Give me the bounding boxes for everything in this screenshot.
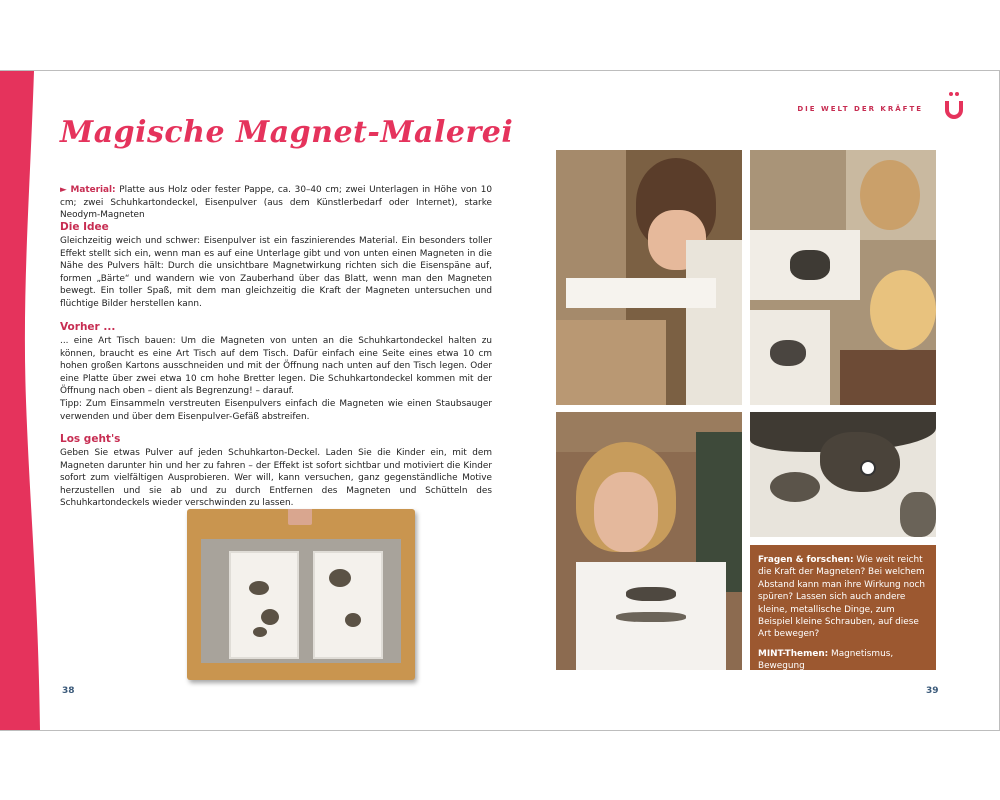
left-page [60,71,514,730]
accent-side-band [0,71,40,730]
iron-powder-blot [329,569,351,587]
section-heading-idee: Die Idee [60,221,109,233]
photo-iron-powder-pattern [750,412,936,537]
section-vorher [60,335,492,423]
umlaut-dot-right [955,92,959,96]
section-heading-vorher: Vorher ... [60,321,116,333]
book-spread [0,70,1000,731]
info-box-fragen [750,545,936,670]
info-box-label: Fragen & forschen: [758,555,854,565]
running-head: DIE WELT DER KRÄFTE [797,105,923,113]
page-title: Magische Magnet-Malerei [60,115,514,150]
iron-powder-blot [249,581,269,595]
photo-shoebox-lid-left [229,551,299,659]
photo-girl-looking-into-box [556,150,742,405]
material-marker: ► [60,185,67,195]
iron-powder-blot [345,613,361,627]
mint-text: Magnetismus, Bewegung [758,648,894,672]
info-box-text: Wie weit reicht die Kraft der Magneten? Bei welchem Abstand kann man ihre Wirkung noch spüren? Lassen sich auch andere kleine, metallische Dinge, zum Beispiel kleine Schrauben, auf diese Art bewegen? [758,555,925,640]
section-text-idee: Gleichzeitig weich und schwer: Eisenpulver ist ein faszinierendes Material. Ein besonders toller Effekt stellt sich ein, wenn man es auf eine Unterlage gibt und von unten einen Magneten in die Nähe des Pulvers hält: Durch die unsichtbare Magnetwirkung richten sich die Eisenspäne auf, formen „Bärte“ und wandern wie von Zauberhand über das Blatt, wenn man den Magneten bewegt. Ein toller Spaß, mit dem man gleichzeitig die Kraft der Magneten untersuchen und flüchtige Bilder herstellen kann. [60,236,492,309]
mint-label: MINT-Themen: [758,648,829,659]
umlaut-dot-left [949,92,953,96]
magnet-tray-photo [187,509,415,680]
section-heading-los: Los geht's [60,433,121,445]
iron-powder-blot [261,609,279,625]
photo-clip [288,509,312,525]
photo-children-at-table [750,150,936,405]
accent-wave-shape [0,71,40,730]
page-number-right: 39 [926,686,939,696]
section-text-vorher: ... eine Art Tisch bauen: Um die Magneten von unten an die Schuhkartondeckel halten zu können, braucht es eine Art Tisch auf dem Tisch. Dafür einfach eine Seite eines etwa 10 cm hohen großen Kartons ausschneiden und mit der Öffnung nach unten auf den Tisch legen. Oder eine Platte über zwei etwa 10 cm hohe Bretter legen. Die Schuhkartondeckel kommen mit der Öffnung nach oben – dient als Begrenzung! – darauf. [60,336,492,397]
section-text-los: Geben Sie etwas Pulver auf jeden Schuhkarton-Deckel. Laden Sie die Kinder ein, mit dem Magneten darunter hin und her zu fahren – der Effekt ist sofort sichtbar und motiviert die Kinder sofort zum vielfältigen Ausprobieren. Wer will, kann versuchen, ganz gegenständliche Motive herzustellen und sie ab und zu durch Entfernen des Magneten und Schütteln des Schuhkartondeckels wieder verschwinden zu lassen. [60,448,492,509]
right-page [500,71,999,730]
info-box-mint [758,648,928,673]
photo-girl-with-white-box [556,412,742,670]
u-umlaut-logo-icon [945,101,963,119]
section-tip-vorher: Tipp: Zum Einsammeln verstreuten Eisenpulvers einfach die Magneten wie einen Staubsauger verwenden und über dem Eisenpulver-Gefäß abstreifen. [60,398,492,422]
material-paragraph [60,184,492,222]
iron-powder-blot [253,627,267,637]
material-label: Material: [70,185,116,195]
photo-shoebox-lid-right [313,551,383,659]
material-text: Platte aus Holz oder fester Pappe, ca. 30–40 cm; zwei Unterlagen in Höhe von 10 cm; zwei Schuhkartondeckel, Eisenpulver (aus dem Künstlerbedarf oder Internet), starke Neodym-Magneten [60,185,493,221]
page-number-left: 38 [62,686,75,696]
